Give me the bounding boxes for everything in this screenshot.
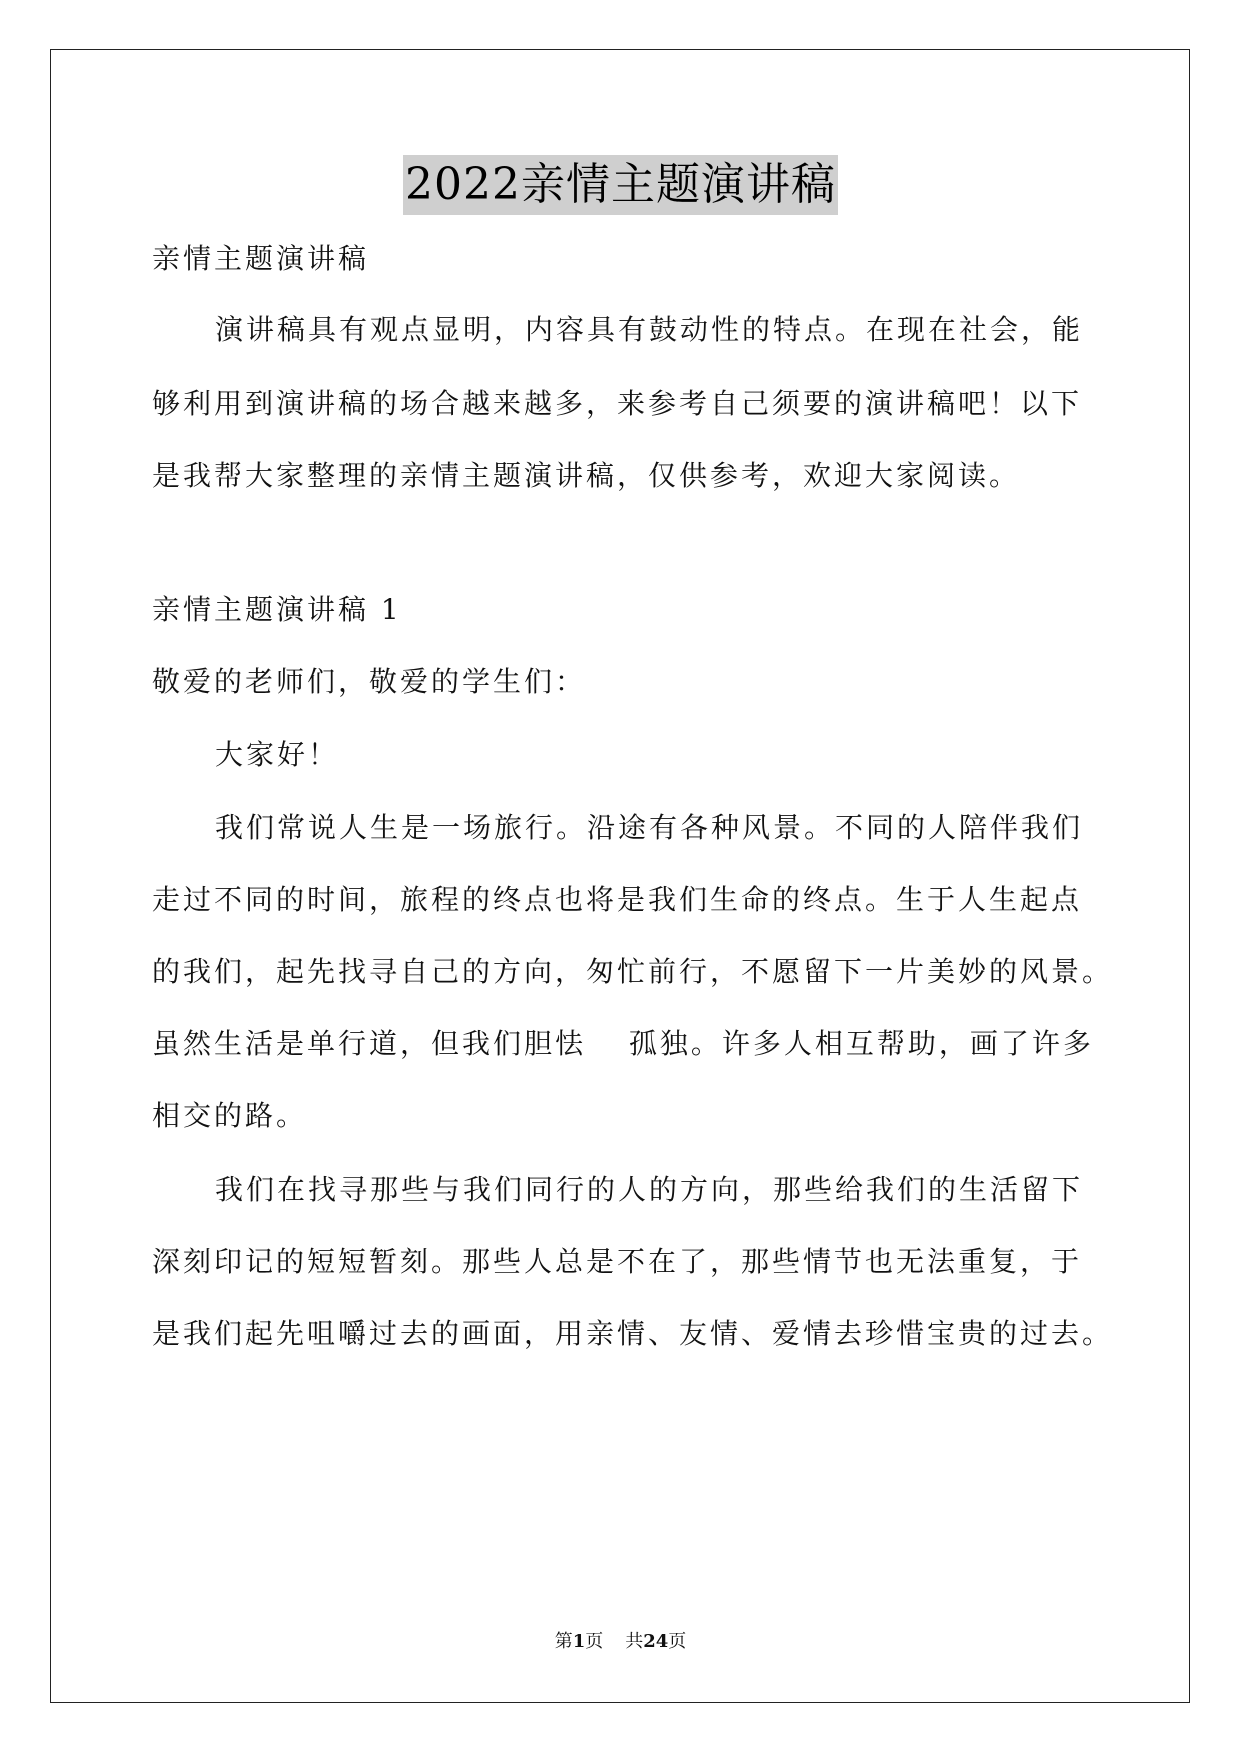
paragraph2-line-3: 是我们起先咀嚼过去的画面，用亲情、友情、爱情去珍惜宝贵的过去。: [152, 1317, 1114, 1350]
footer-page-prefix: 第: [554, 1631, 573, 1652]
footer-page-number: 1: [572, 1631, 586, 1652]
paragraph1-line-2: 走过不同的时间，旅程的终点也将是我们生命的终点。生于人生起点: [152, 883, 1083, 916]
footer-total-prefix: 共: [625, 1631, 644, 1652]
paragraph1-line-3: 的我们，起先找寻自己的方向，匆忙前行，不愿留下一片美妙的风景。: [152, 955, 1114, 988]
page-footer: [0, 1630, 1241, 1654]
page-border: [50, 49, 1190, 1703]
footer-total-suffix: 页: [668, 1631, 687, 1652]
document-title: 2022亲情主题演讲稿: [403, 155, 838, 215]
intro-line-2: 够利用到演讲稿的场合越来越多，来参考自己须要的演讲稿吧！以下: [152, 387, 1083, 420]
paragraph1-line-5: 相交的路。: [152, 1099, 308, 1132]
greeting: 大家好！: [215, 738, 340, 771]
salutation: 敬爱的老师们，敬爱的学生们：: [152, 665, 587, 698]
subtitle: 亲情主题演讲稿: [152, 242, 370, 275]
section-heading: 亲情主题演讲稿 1: [152, 593, 402, 626]
paragraph1-line-4: 虽然生活是单行道，但我们胆怯 孤独。许多人相互帮助，画了许多: [152, 1027, 1094, 1060]
paragraph1-line-1: 我们常说人生是一场旅行。沿途有各种风景。不同的人陪伴我们: [215, 811, 1084, 844]
paragraph2-line-2: 深刻印记的短短暂刻。那些人总是不在了，那些情节也无法重复，于: [152, 1245, 1083, 1278]
footer-total-number: 24: [643, 1631, 669, 1652]
intro-line-1: 演讲稿具有观点显明，内容具有鼓动性的特点。在现在社会，能: [215, 313, 1084, 346]
footer-page-suffix: 页: [585, 1631, 604, 1652]
title-container: [0, 155, 1241, 215]
intro-line-3: 是我帮大家整理的亲情主题演讲稿，仅供参考，欢迎大家阅读。: [152, 459, 1021, 492]
paragraph2-line-1: 我们在找寻那些与我们同行的人的方向，那些给我们的生活留下: [215, 1173, 1084, 1206]
